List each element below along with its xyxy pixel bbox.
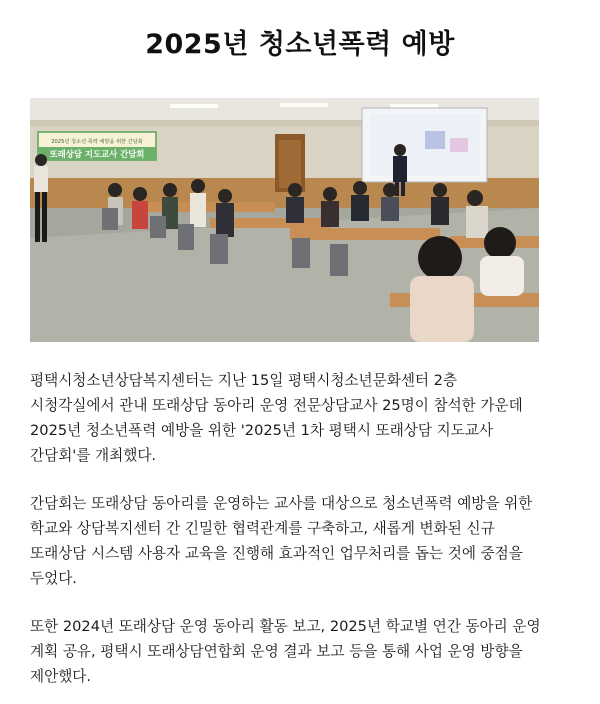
article-body xyxy=(30,368,545,689)
article-photo xyxy=(30,98,539,342)
article-paragraph: 간담회는 또래상담 동아리를 운영하는 교사를 대상으로 청소년폭력 예방을 위한 학교와 상담복지센터 간 긴밀한 협력관계를 구축하고, 새롭게 변화된 신규 또래상담 시스템 사용자 교육을 진행해 효과적인 업무처리를 돕는 것에 중점을 두었다. xyxy=(30,495,533,587)
banner-caption-small: 2025년 청소년 폭력 예방을 위한 간담회 xyxy=(51,139,143,145)
seminar-photo-illustration xyxy=(30,98,539,342)
article-paragraph: 또한 2024년 또래상담 운영 동아리 활동 보고, 2025년 학교별 연간 동아리 운영 계획 공유, 평택시 또래상담연합회 운영 결과 보고 등을 통해 사업 운영 방향을 제안했다. xyxy=(30,618,541,685)
banner-caption: 또래상담 지도교사 간담회 xyxy=(49,149,145,159)
article-title: 2025년 청소년폭력 예방 xyxy=(145,29,455,60)
article-paragraph: 평택시청소년상담복지센터는 지난 15일 평택시청소년문화센터 2층 시청각실에서 관내 또래상담 동아리 운영 전문상담교사 25명이 참석한 가운데 2025년 청소년폭력 예방을 위한 '2025년 1차 평택시 또래상담 지도교사 간담회'를 개최했다. xyxy=(30,372,523,464)
